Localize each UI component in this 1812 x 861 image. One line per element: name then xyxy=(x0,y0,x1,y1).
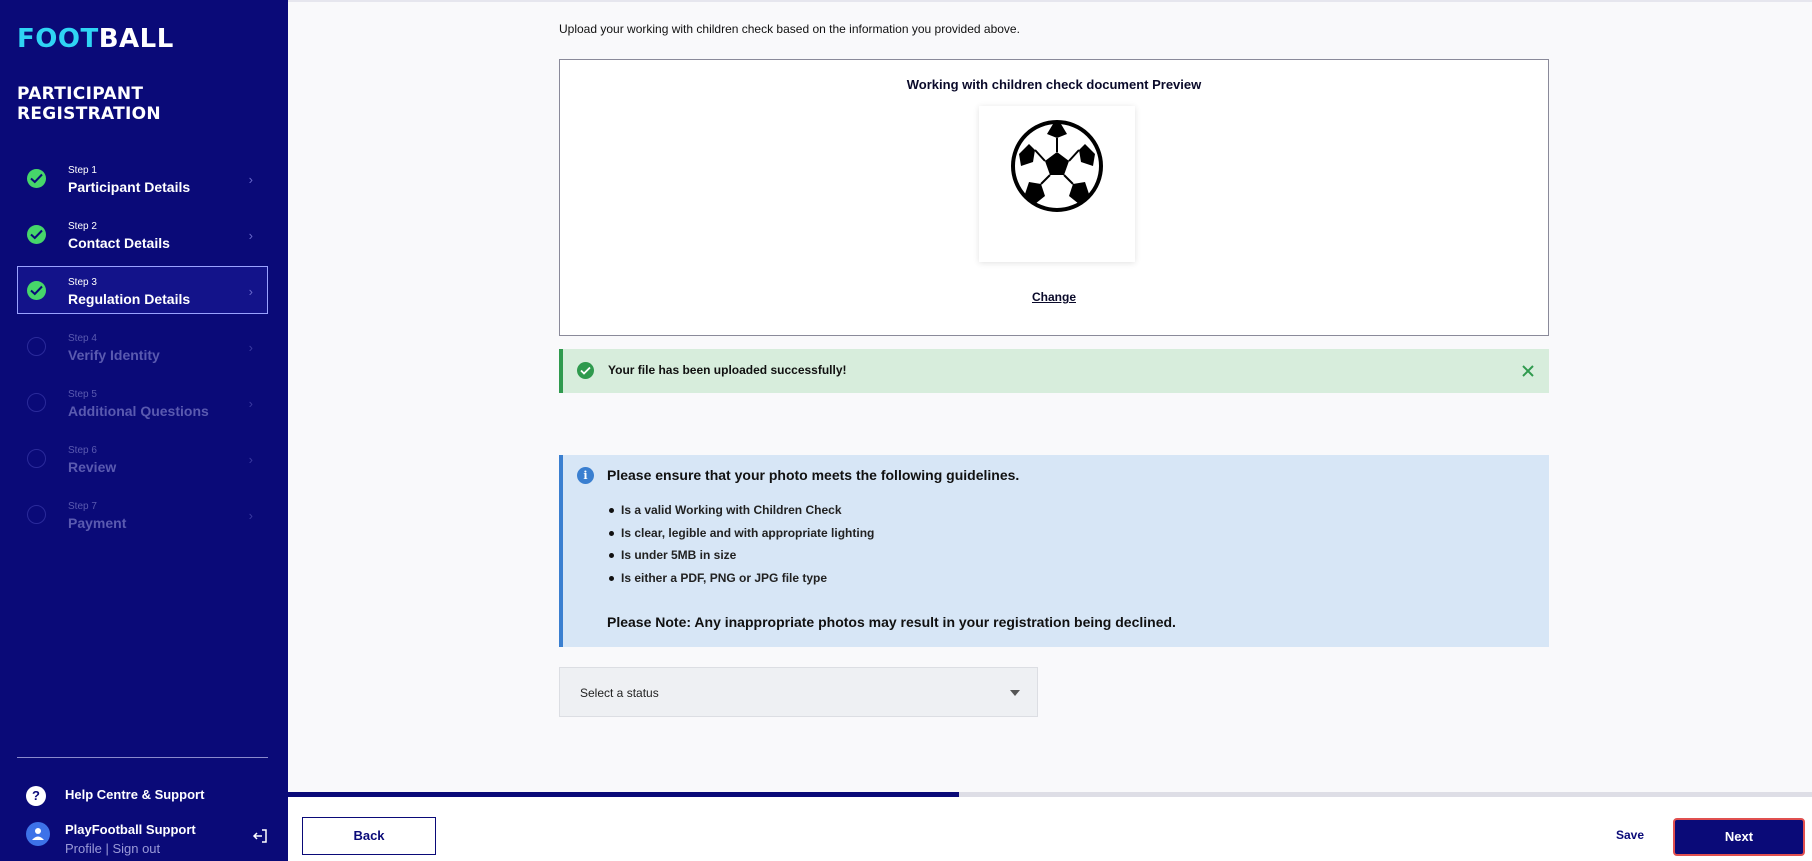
sidebar-step-3[interactable] xyxy=(17,266,268,314)
sidebar-step-6[interactable] xyxy=(17,434,268,482)
chevron-down-icon xyxy=(1010,690,1020,696)
step-number: Step 4 xyxy=(68,333,97,344)
step-list xyxy=(17,154,268,546)
main-content xyxy=(288,0,1812,861)
circle-icon xyxy=(27,393,46,412)
step-name: Regulation Details xyxy=(68,291,191,307)
avatar-icon xyxy=(26,822,50,846)
guidelines-list xyxy=(621,503,874,593)
top-divider xyxy=(288,0,1812,2)
footer-bar xyxy=(288,797,1812,861)
step-name: Contact Details xyxy=(68,235,170,251)
step-number: Step 5 xyxy=(68,389,97,400)
sidebar-step-5[interactable] xyxy=(17,378,268,426)
circle-icon xyxy=(27,505,46,524)
check-icon xyxy=(27,169,46,188)
circle-icon xyxy=(27,449,46,468)
guideline-item: Is a valid Working with Children Check xyxy=(621,503,874,526)
chevron-right-icon: › xyxy=(248,452,253,467)
guideline-item: Is under 5MB in size xyxy=(621,548,874,571)
success-check-icon xyxy=(577,362,594,379)
help-icon: ? xyxy=(26,786,46,806)
step-number: Step 1 xyxy=(68,165,97,176)
save-button[interactable]: Save xyxy=(1616,828,1645,842)
chevron-right-icon: › xyxy=(248,172,253,187)
document-preview xyxy=(559,59,1549,336)
circle-icon xyxy=(27,337,46,356)
brand-logo xyxy=(17,24,174,54)
change-file-link[interactable]: Change xyxy=(1031,290,1076,304)
step-number: Step 6 xyxy=(68,445,97,456)
logo-part2: BALL xyxy=(98,24,174,54)
sidebar xyxy=(0,0,288,861)
soccer-ball-icon xyxy=(1009,118,1105,214)
info-icon: i xyxy=(577,467,594,484)
step-name: Verify Identity xyxy=(68,347,160,363)
step-name: Participant Details xyxy=(68,179,191,195)
step-number: Step 3 xyxy=(68,277,97,288)
chevron-right-icon: › xyxy=(248,228,253,243)
step-name: Additional Questions xyxy=(68,403,209,419)
guidelines-title: Please ensure that your photo meets the following guidelines. xyxy=(607,467,1020,483)
check-icon xyxy=(27,225,46,244)
close-icon[interactable] xyxy=(1519,362,1537,380)
guideline-item: Is either a PDF, PNG or JPG file type xyxy=(621,571,874,594)
status-select-label: Select a status xyxy=(580,686,659,700)
sidebar-step-7[interactable] xyxy=(17,490,268,538)
chevron-right-icon: › xyxy=(248,396,253,411)
sign-out-icon[interactable] xyxy=(252,828,268,844)
check-icon xyxy=(27,281,46,300)
chevron-right-icon: › xyxy=(248,340,253,355)
preview-title: Working with children check document Preview xyxy=(906,77,1202,92)
back-button[interactable]: Back xyxy=(302,817,436,855)
upload-instructions: Upload your working with children check based on the information you provided above. xyxy=(559,22,1020,36)
photo-guidelines xyxy=(559,455,1549,647)
success-message: Your file has been uploaded successfully! xyxy=(608,363,847,377)
step-number: Step 7 xyxy=(68,501,97,512)
step-number: Step 2 xyxy=(68,221,97,232)
help-label: Help Centre & Support xyxy=(65,787,205,802)
status-select[interactable] xyxy=(559,667,1038,717)
step-name: Payment xyxy=(68,515,127,531)
sidebar-divider xyxy=(17,757,268,758)
registration-title: PARTICIPANT REGISTRATION xyxy=(17,84,161,124)
sidebar-step-1[interactable] xyxy=(17,154,268,202)
chevron-right-icon: › xyxy=(248,508,253,523)
guidelines-note: Please Note: Any inappropriate photos may result in your registration being declined. xyxy=(607,614,1176,630)
upload-success-alert xyxy=(559,349,1549,393)
profile-signout-links[interactable]: Profile | Sign out xyxy=(65,841,161,856)
logo-part1: FOOT xyxy=(17,24,99,54)
sidebar-step-2[interactable] xyxy=(17,210,268,258)
user-profile xyxy=(26,820,271,860)
chevron-right-icon: › xyxy=(248,284,253,299)
sidebar-step-4[interactable] xyxy=(17,322,268,370)
document-thumbnail xyxy=(979,106,1135,262)
next-button[interactable]: Next xyxy=(1673,818,1805,856)
guideline-item: Is clear, legible and with appropriate lighting xyxy=(621,526,874,549)
step-name: Review xyxy=(68,459,117,475)
user-name: PlayFootball Support xyxy=(65,822,196,837)
